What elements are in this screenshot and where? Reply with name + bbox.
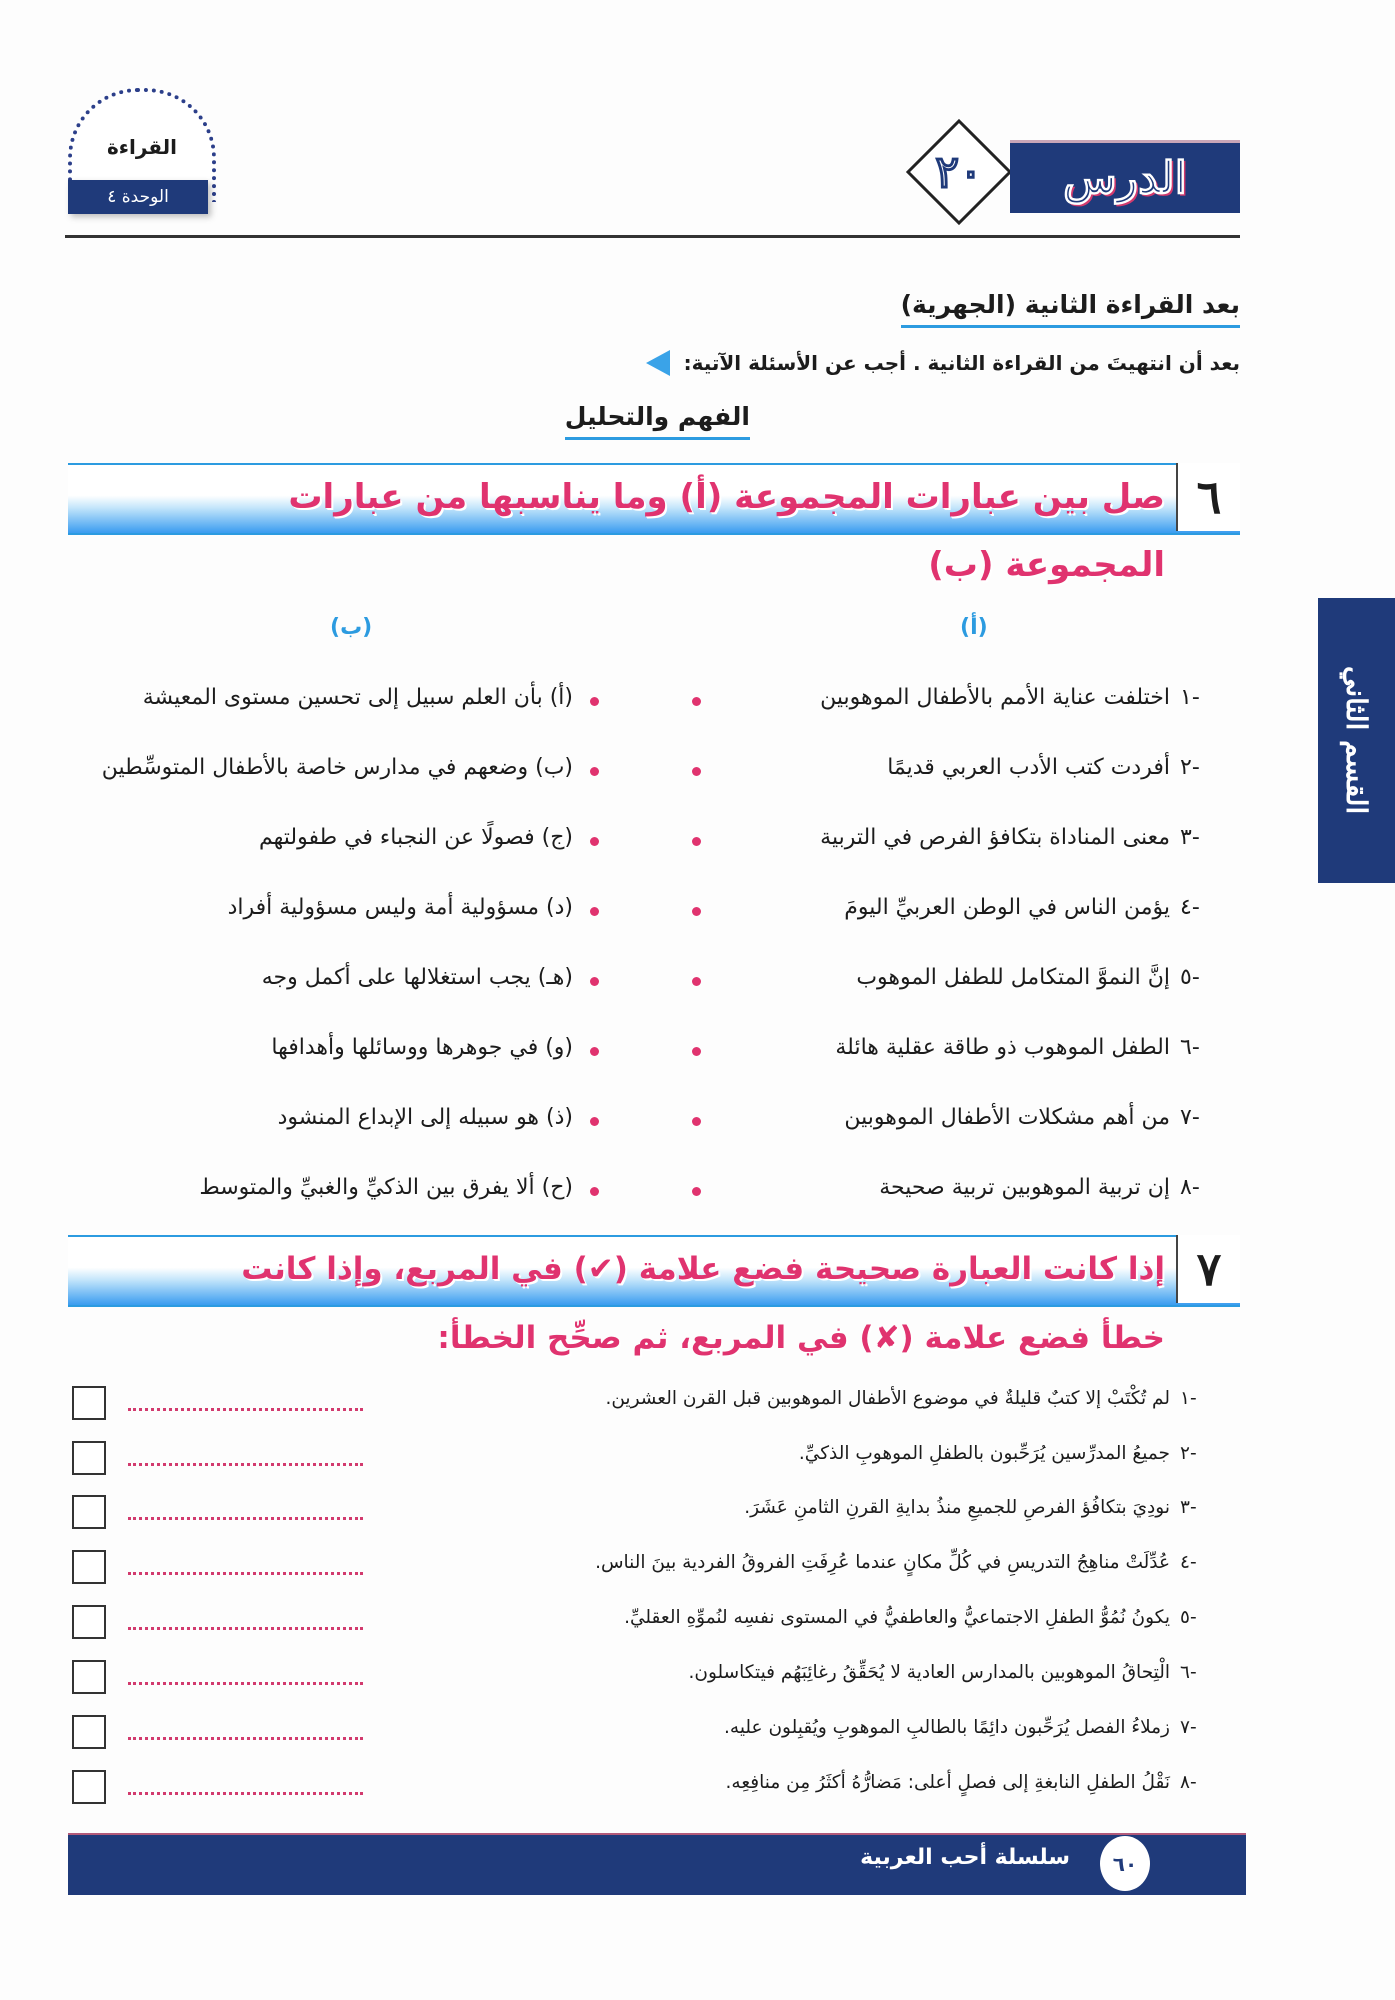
group-a-label: (أ) [960, 615, 988, 640]
match-dot-a[interactable] [692, 1117, 701, 1126]
answer-checkbox[interactable] [72, 1550, 106, 1584]
group-a-item-number: ٥- [1180, 965, 1200, 990]
statement-text: زملاءُ الفصل يُرَحِّبون دائِمًا بالطالبِ الموهوبِ ويُقبِلون عليه. [724, 1717, 1170, 1738]
statement-number: ٣- [1180, 1497, 1197, 1518]
group-b-item [278, 1105, 573, 1130]
statement-number: ٥- [1180, 1607, 1197, 1628]
group-a-item [856, 965, 1170, 990]
answer-checkbox[interactable] [72, 1770, 106, 1804]
group-a-item-number: ٣- [1180, 825, 1200, 850]
exercise-7-title-line2: خطأ فضع علامة (✘) في المربع، ثم صحِّح الخطأ: [437, 1320, 1165, 1356]
section-label: القراءة [106, 135, 178, 159]
group-b-item-text: (ب) وضعهم في مدارس خاصة بالأطفال المتوسِّطين [101, 755, 573, 780]
exercise-6-title-line2: المجموعة (ب) [928, 545, 1165, 585]
match-dot-a[interactable] [692, 697, 701, 706]
group-a-item-number: ٢- [1180, 755, 1200, 780]
instruction-text: بعد أن انتهيتَ من القراءة الثانية . أجب عن الأسئلة الآتية: [683, 351, 1240, 375]
group-b-label: (ب) [330, 615, 373, 640]
header-divider [65, 235, 1240, 238]
group-b-item-text: (ح) ألا يفرق بين الذكيِّ والغبيِّ والمتوسط [199, 1175, 573, 1200]
group-b-item-text: (ذ) هو سبيله إلى الإبداع المنشود [277, 1105, 573, 1130]
group-b-item [143, 685, 573, 710]
match-dot-a[interactable] [692, 837, 701, 846]
lesson-number: ٢٠ [935, 146, 983, 198]
correction-answer-line[interactable] [128, 1517, 363, 1520]
page-number: ٦٠ [1100, 1836, 1150, 1891]
group-a-item-text: من أهم مشكلات الأطفال الموهوبين [844, 1105, 1170, 1130]
group-b-item [228, 895, 573, 920]
exercise-7-number: ٧ [1176, 1235, 1240, 1303]
comprehension-heading: الفهم والتحليل [565, 402, 750, 440]
exercise-7-title-line1: إذا كانت العبارة صحيحة فضع علامة (✔) في المربع، وإذا كانت [241, 1251, 1165, 1287]
group-a-item-text: يؤمن الناس في الوطن العربيِّ اليومَ [844, 895, 1170, 920]
correction-answer-line[interactable] [128, 1408, 363, 1411]
match-dot-b[interactable] [590, 1047, 599, 1056]
reading-heading: بعد القراءة الثانية (الجهرية) [901, 290, 1240, 328]
answer-checkbox[interactable] [72, 1441, 106, 1475]
match-dot-b[interactable] [590, 907, 599, 916]
statement-number: ٤- [1180, 1552, 1197, 1573]
exercise-6-number: ٦ [1176, 463, 1240, 531]
group-a-item-text: معنى المناداة بتكافؤ الفرص في التربية [820, 825, 1170, 850]
group-a-item-number: ١- [1180, 685, 1200, 710]
answer-checkbox[interactable] [72, 1605, 106, 1639]
statement-text: نَقْلُ الطفلِ النابغةِ إلى فصلٍ أعلى: مَضارُّهُ أكثَرُ مِن منافِعِه. [725, 1772, 1170, 1793]
match-dot-a[interactable] [692, 1187, 701, 1196]
correction-answer-line[interactable] [128, 1572, 363, 1575]
statement-text: جميعُ المدرِّسين يُرَحِّبون بالطفلِ الموهوبِ الذكيِّ. [798, 1443, 1170, 1464]
group-b-item [199, 1175, 573, 1200]
answer-checkbox[interactable] [72, 1386, 106, 1420]
group-a-item-text: اختلفت عناية الأمم بالأطفال الموهوبين [820, 685, 1170, 710]
series-title: سلسلة أحب العربية [860, 1845, 1070, 1870]
match-dot-a[interactable] [692, 977, 701, 986]
group-a-item-text: أفردت كتب الأدب العربي قديمًا [887, 755, 1170, 780]
group-b-item [262, 965, 573, 990]
statement-text: نودِيَ بتكافُؤ الفرصِ للجميعِ منذُ بدايةِ القرنِ الثامنِ عَشَرَ. [744, 1497, 1170, 1518]
group-b-item-text: (هـ) يجب استغلالها على أكمل وجه [261, 965, 573, 990]
match-dot-a[interactable] [692, 767, 701, 776]
group-a-item [887, 755, 1170, 780]
correction-answer-line[interactable] [128, 1737, 363, 1740]
group-a-item [820, 685, 1170, 710]
statement-text: الْتِحاقُ الموهوبين بالمدارس العادية لا يُحَقِّقُ رغائِبَهُم فيتكاسلون. [688, 1662, 1170, 1683]
correction-answer-line[interactable] [128, 1682, 363, 1685]
triangle-bullet-icon [646, 350, 670, 376]
correction-answer-line[interactable] [128, 1463, 363, 1466]
group-b-item [271, 1035, 573, 1060]
statement-text: لم تُكْتَبْ إلا كتبٌ قليلةٌ في موضوع الأطفال الموهوبين قبل القرن العشرين. [605, 1388, 1170, 1409]
group-a-item [844, 1105, 1170, 1130]
part-side-tab-label: القسم الثاني [1340, 666, 1373, 815]
match-dot-b[interactable] [590, 837, 599, 846]
match-dot-a[interactable] [692, 1047, 701, 1056]
group-a-item-number: ٨- [1180, 1175, 1200, 1200]
group-a-item-number: ٦- [1180, 1035, 1200, 1060]
group-a-item-text: الطفل الموهوب ذو طاقة عقلية هائلة [835, 1035, 1170, 1060]
unit-label: الوحدة ٤ [68, 180, 208, 214]
statement-number: ١- [1180, 1388, 1197, 1409]
instruction-line [646, 350, 1240, 376]
match-dot-b[interactable] [590, 977, 599, 986]
group-b-item-text: (د) مسؤولية أمة وليس مسؤولية أفراد [227, 895, 573, 920]
match-dot-b[interactable] [590, 1187, 599, 1196]
correction-answer-line[interactable] [128, 1627, 363, 1630]
group-b-item [259, 825, 573, 850]
match-dot-b[interactable] [590, 767, 599, 776]
match-dot-a[interactable] [692, 907, 701, 916]
match-dot-b[interactable] [590, 1117, 599, 1126]
answer-checkbox[interactable] [72, 1660, 106, 1694]
statement-number: ٦- [1180, 1662, 1197, 1683]
group-a-item-text: إنَّ النموَّ المتكامل للطفل الموهوب [856, 965, 1170, 990]
answer-checkbox[interactable] [72, 1715, 106, 1749]
group-a-item-number: ٤- [1180, 895, 1200, 920]
statement-number: ٨- [1180, 1772, 1197, 1793]
lesson-title: الدرس [1010, 140, 1240, 213]
statement-text: يكونُ نُمُوُّ الطفلِ الاجتماعيُّ والعاطفيُّ في المستوى نفسِه لنُموِّهِ العقليِّ. [624, 1607, 1170, 1628]
group-a-item [879, 1175, 1170, 1200]
part-side-tab [1318, 598, 1395, 883]
statement-number: ٧- [1180, 1717, 1197, 1738]
group-a-item-number: ٧- [1180, 1105, 1200, 1130]
group-b-item-text: (ج) فصولًا عن النجباء في طفولتهم [258, 825, 573, 850]
match-dot-b[interactable] [590, 697, 599, 706]
group-b-item-text: (أ) بأن العلم سبيل إلى تحسين مستوى المعيشة [142, 685, 573, 710]
correction-answer-line[interactable] [128, 1792, 363, 1795]
group-a-item-text: إن تربية الموهوبين تربية صحيحة [879, 1175, 1170, 1200]
statement-number: ٢- [1180, 1443, 1197, 1464]
exercise-6-title-line1: صل بين عبارات المجموعة (أ) وما يناسبها من عبارات [288, 477, 1165, 517]
group-a-item [844, 895, 1170, 920]
group-b-item-text: (و) في جوهرها ووسائلها وأهدافها [271, 1035, 573, 1060]
answer-checkbox[interactable] [72, 1495, 106, 1529]
group-a-item [820, 825, 1170, 850]
group-a-item [835, 1035, 1170, 1060]
statement-text: عُدِّلَتْ مناهِجُ التدريسِ في كُلِّ مكانٍ عندما عُرِفَتِ الفروقُ الفردية بينَ الناس. [595, 1552, 1170, 1573]
group-b-item [102, 755, 573, 780]
